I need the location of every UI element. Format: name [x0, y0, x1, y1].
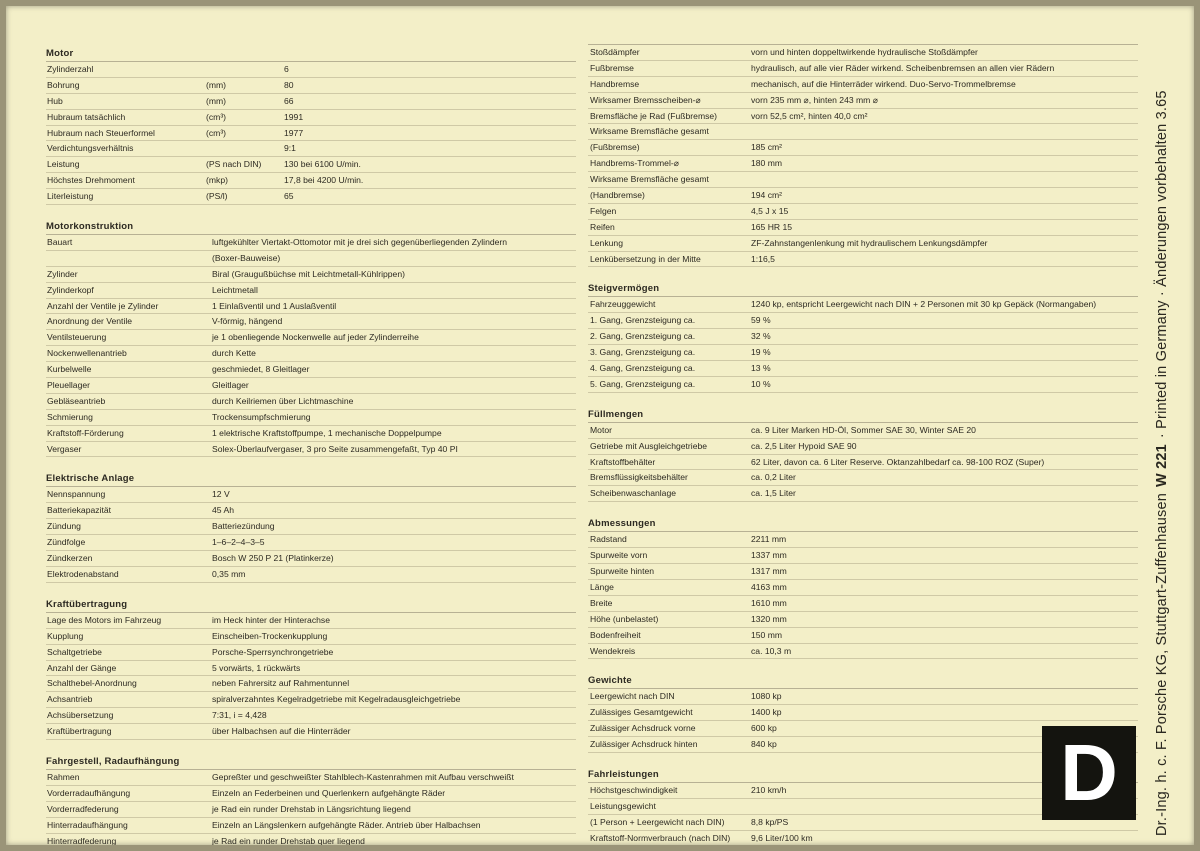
section-title: Motorkonstruktion	[46, 217, 576, 235]
spec-row	[46, 283, 576, 299]
spec-value: 13 %	[751, 363, 771, 374]
spec-row	[46, 503, 576, 519]
spec-unit: (mm)	[206, 95, 227, 106]
spec-value: 65	[284, 191, 294, 202]
spec-unit: (cm³)	[206, 111, 227, 122]
spec-label: Bohrung	[47, 79, 80, 90]
spec-row	[46, 802, 576, 818]
spec-label: Kraftübertragung	[47, 726, 112, 737]
spec-label: Anordnung der Ventile	[47, 316, 133, 327]
spec-row	[588, 61, 1138, 77]
spec-value: 210 km/h	[751, 784, 787, 795]
spec-label: 2. Gang, Grenzsteigung ca.	[590, 331, 696, 342]
spec-row	[46, 551, 576, 567]
spec-label: Spurweite hinten	[590, 566, 655, 577]
spec-row	[588, 329, 1138, 345]
spec-value: 62 Liter, davon ca. 6 Liter Reserve. Oktanzahlbedarf ca. 98-100 ROZ (Super)	[751, 456, 1045, 467]
section-title: Fahrleistungen	[588, 765, 1138, 783]
spec-label: Wendekreis	[590, 645, 636, 656]
spec-label: (1 Person + Leergewicht nach DIN)	[590, 816, 725, 827]
spec-row	[46, 818, 576, 834]
spec-row	[588, 377, 1138, 393]
spec-label: Anzahl der Gänge	[47, 662, 117, 673]
spec-label: Kupplung	[47, 630, 84, 641]
spec-row	[588, 172, 1138, 188]
section-kraftubertragung	[46, 595, 576, 740]
left-column	[46, 44, 576, 845]
spec-label: Reifen	[590, 221, 615, 232]
spec-row	[588, 470, 1138, 486]
spec-label: Anzahl der Ventile je Zylinder	[47, 300, 159, 311]
spec-row	[588, 532, 1138, 548]
spec-value: 1240 kp, entspricht Leergewicht nach DIN + 2 Personen mit 30 kp Gepäck (Normangaben)	[751, 299, 1097, 310]
model-code: W 221	[1154, 444, 1170, 487]
spec-value: 1:16,5	[751, 253, 775, 264]
section-title: Fahrgestell, Radaufhängung	[46, 752, 576, 770]
spec-row	[46, 629, 576, 645]
spec-label: Hubraum nach Steuerformel	[47, 127, 155, 138]
spec-value: 9,6 Liter/100 km	[751, 832, 813, 843]
spec-row	[588, 77, 1138, 93]
spec-label: Höchstes Drehmoment	[47, 175, 135, 186]
spec-row	[46, 78, 576, 94]
spec-row	[588, 612, 1138, 628]
spec-label: Getriebe mit Ausgleichgetriebe	[590, 440, 708, 451]
spec-value: Batteriezündung	[212, 521, 275, 532]
spec-value: Porsche-Sperrsynchrongetriebe	[212, 646, 334, 657]
spec-value: 17,8 bei 4200 U/min.	[284, 175, 364, 186]
spec-value: (Boxer-Bauweise)	[212, 252, 281, 263]
spec-row	[46, 724, 576, 740]
spec-value: 165 HR 15	[751, 221, 793, 232]
spec-value: Solex-Überlaufvergaser, 3 pro Seite zusammengefaßt, Typ 40 PI	[212, 443, 458, 454]
spec-label: Batteriekapazität	[47, 505, 112, 516]
spec-value: 6	[284, 64, 289, 74]
spec-label: Bremsfläche je Rad (Fußbremse)	[590, 110, 718, 121]
spec-value: 1610 mm	[751, 597, 787, 608]
spec-value: 1 Einlaßventil und 1 Auslaßventil	[212, 300, 337, 311]
spec-label: Zylinderzahl	[47, 64, 94, 74]
spec-value: vorn 235 mm ⌀, hinten 243 mm ⌀	[751, 94, 878, 105]
spec-row	[588, 689, 1138, 705]
spec-value: 5 vorwärts, 1 rückwärts	[212, 662, 301, 673]
spec-unit: (PS/l)	[206, 191, 228, 202]
spec-row	[46, 519, 576, 535]
spec-value: 1320 mm	[751, 613, 787, 624]
spec-row	[588, 644, 1138, 660]
spec-row	[46, 394, 576, 410]
spec-label: Schmierung	[47, 411, 93, 422]
spec-value: 7:31, i = 4,428	[212, 710, 267, 721]
spec-value: 4,5 J x 15	[751, 205, 789, 216]
spec-label: (Fußbremse)	[590, 142, 640, 153]
spec-row	[588, 455, 1138, 471]
spec-label: Zylinder	[47, 268, 78, 279]
spec-label: Bremsflüssigkeitsbehälter	[590, 472, 688, 483]
spec-label: Breite	[590, 597, 613, 608]
spec-value: ZF-Zahnstangenlenkung mit hydraulischem Lenkungsdämpfer	[751, 237, 988, 248]
spec-row	[46, 62, 576, 78]
spec-label: Ventilsteuerung	[47, 332, 107, 343]
spec-row	[46, 834, 576, 845]
print-note: · Printed in Germany · Änderungen vorbehalten 3.65	[1154, 90, 1170, 439]
section-abmessungen	[588, 514, 1138, 659]
spec-row	[46, 267, 576, 283]
spec-row	[588, 580, 1138, 596]
spec-label: Gebläseantrieb	[47, 395, 106, 406]
spec-label: (Handbremse)	[590, 190, 645, 201]
spec-value: V-förmig, hängend	[212, 316, 283, 327]
spec-row	[588, 93, 1138, 109]
section-motorkonstruktion	[46, 217, 576, 457]
spec-label: Fahrzeuggewicht	[590, 299, 656, 310]
spec-value: 12 V	[212, 489, 230, 500]
spec-label: Radstand	[590, 534, 627, 545]
spec-row	[588, 156, 1138, 172]
spec-value: ca. 9 Liter Marken HD-Öl, Sommer SAE 30, Winter SAE 20	[751, 424, 976, 435]
spec-row	[588, 313, 1138, 329]
spec-row	[46, 362, 576, 378]
spec-row	[46, 426, 576, 442]
spec-sheet	[6, 6, 1194, 845]
spec-value: 1317 mm	[751, 566, 787, 577]
spec-row	[588, 236, 1138, 252]
spec-row	[588, 140, 1138, 156]
spec-value: ca. 1,5 Liter	[751, 488, 796, 499]
spec-label: Vorderradfederung	[47, 803, 119, 814]
spec-label: Hinterradaufhängung	[47, 819, 128, 830]
spec-label: Vorderradaufhängung	[47, 787, 131, 798]
spec-row	[46, 786, 576, 802]
spec-label: Handbrems-Trommel-⌀	[590, 158, 679, 169]
spec-label: Hubraum tatsächlich	[47, 111, 126, 122]
spec-value: vorn und hinten doppeltwirkende hydraulische Stoßdämpfer	[751, 47, 978, 57]
spec-label: Schaltgetriebe	[47, 646, 102, 657]
spec-row	[46, 567, 576, 583]
spec-row	[46, 189, 576, 205]
section-fullmengen	[588, 405, 1138, 502]
section-fahrgestell-radaufhangung	[46, 752, 576, 845]
spec-value: Biral (Graugußbüchse mit Leichtmetall-Kühlrippen)	[212, 268, 405, 279]
section-title: Kraftübertragung	[46, 595, 576, 613]
spec-value: 1080 kp	[751, 691, 782, 702]
spec-row	[588, 45, 1138, 61]
spec-label: Nennspannung	[47, 489, 106, 500]
section-title: Abmessungen	[588, 514, 1138, 532]
spec-value: 194 cm²	[751, 190, 783, 201]
spec-value: 1–6–2–4–3–5	[212, 537, 265, 548]
spec-label: Stoßdämpfer	[590, 47, 640, 57]
spec-value: Trockensumpfschmierung	[212, 411, 311, 422]
spec-row	[46, 126, 576, 142]
spec-value: 1400 kp	[751, 707, 782, 718]
spec-value: 80	[284, 79, 294, 90]
spec-row	[46, 487, 576, 503]
spec-value: Leichtmetall	[212, 284, 258, 295]
spec-label: Höhe (unbelastet)	[590, 613, 659, 624]
spec-row	[46, 314, 576, 330]
spec-value: 4163 mm	[751, 581, 787, 592]
spec-value: 130 bei 6100 U/min.	[284, 159, 361, 170]
spec-label: Nockenwellenantrieb	[47, 348, 127, 359]
spec-label: Kraftstoff-Förderung	[47, 427, 124, 438]
spec-row	[588, 220, 1138, 236]
spec-row	[46, 251, 576, 267]
spec-row	[588, 423, 1138, 439]
spec-label: Wirksamer Bremsscheiben-⌀	[590, 94, 701, 105]
spec-row	[588, 705, 1138, 721]
section-continued	[588, 44, 1138, 267]
spec-row	[588, 548, 1138, 564]
spec-label: Zulässiges Gesamtgewicht	[590, 707, 693, 718]
spec-value: 840 kp	[751, 739, 777, 750]
spec-value: je Rad ein runder Drehstab in Längsrichtung liegend	[212, 803, 411, 814]
spec-label: Hub	[47, 95, 63, 106]
spec-label: Zulässiger Achsdruck vorne	[590, 723, 696, 734]
spec-value: hydraulisch, auf alle vier Räder wirkend. Scheibenbremsen an allen vier Rädern	[751, 62, 1055, 73]
spec-label: Felgen	[590, 205, 617, 216]
spec-label: Elektrodenabstand	[47, 568, 119, 579]
section-motor	[46, 44, 576, 205]
spec-label: 4. Gang, Grenzsteigung ca.	[590, 363, 696, 374]
spec-label: Zündfolge	[47, 537, 86, 548]
spec-value: neben Fahrersitz auf Rahmentunnel	[212, 678, 350, 689]
spec-label: Kraftstoffbehälter	[590, 456, 656, 467]
spec-value: Bosch W 250 P 21 (Platinkerze)	[212, 553, 334, 564]
spec-label: Zylinderkopf	[47, 284, 94, 295]
spec-row	[588, 439, 1138, 455]
spec-row	[46, 141, 576, 157]
spec-label: Leergewicht nach DIN	[590, 691, 675, 702]
spec-row	[46, 613, 576, 629]
spec-value: 150 mm	[751, 629, 783, 640]
spec-value: durch Kette	[212, 348, 256, 359]
spec-value: 59 %	[751, 315, 771, 326]
spec-label: Fußbremse	[590, 62, 634, 73]
spec-row	[46, 299, 576, 315]
spec-row	[46, 94, 576, 110]
spec-value: je Rad ein runder Drehstab quer liegend	[212, 835, 365, 845]
spec-label: Wirksame Bremsfläche gesamt	[590, 174, 709, 185]
country-badge: D	[1042, 726, 1136, 820]
spec-value: 2211 mm	[751, 534, 787, 545]
spec-value: 185 cm²	[751, 142, 783, 153]
spec-label: 5. Gang, Grenzsteigung ca.	[590, 378, 696, 389]
spec-value: vorn 52,5 cm², hinten 40,0 cm²	[751, 110, 868, 121]
spec-row	[46, 110, 576, 126]
spec-row	[46, 378, 576, 394]
spec-label: 3. Gang, Grenzsteigung ca.	[590, 347, 696, 358]
spec-row	[588, 831, 1138, 845]
spec-row	[46, 346, 576, 362]
spec-value: 1991	[284, 111, 304, 122]
spec-value: Gleitlager	[212, 380, 249, 391]
spec-label: Zulässiger Achsdruck hinten	[590, 739, 698, 750]
section-title: Steigvermögen	[588, 279, 1138, 297]
section-title: Motor	[46, 44, 576, 62]
spec-value: 9:1	[284, 143, 296, 154]
spec-row	[588, 564, 1138, 580]
spec-label: Rahmen	[47, 771, 80, 782]
spec-label: Achsübersetzung	[47, 710, 114, 721]
spec-value: Gepreßter und geschweißter Stahlblech-Kastenrahmen mit Aufbau verschweißt	[212, 771, 514, 782]
spec-row	[588, 628, 1138, 644]
spec-row	[46, 173, 576, 189]
spec-value: ca. 2,5 Liter Hypoid SAE 90	[751, 440, 857, 451]
spec-value: Einzeln an Federbeinen und Querlenkern aufgehängte Räder	[212, 787, 446, 798]
spec-value: 1337 mm	[751, 550, 787, 561]
spec-label: Scheibenwaschanlage	[590, 488, 677, 499]
spec-value: mechanisch, auf die Hinterräder wirkend. Duo-Servo-Trommelbremse	[751, 78, 1016, 89]
spec-value: 1 elektrische Kraftstoffpumpe, 1 mechanische Doppelpumpe	[212, 427, 442, 438]
spec-value: 180 mm	[751, 158, 783, 169]
spec-label: Bodenfreiheit	[590, 629, 641, 640]
spec-label: Lenkung	[590, 237, 623, 248]
spec-label: Spurweite vorn	[590, 550, 648, 561]
spec-row	[46, 708, 576, 724]
spec-value: im Heck hinter der Hinterachse	[212, 614, 330, 625]
right-column	[588, 44, 1138, 845]
spec-label: Leistung	[47, 159, 80, 170]
section-title: Füllmengen	[588, 405, 1138, 423]
publisher-text: Dr.-Ing. h. c. F. Porsche KG, Stuttgart-Zuffenhausen	[1154, 493, 1170, 836]
spec-value: 1977	[284, 127, 304, 138]
spec-value: ca. 10,3 m	[751, 645, 792, 656]
spec-row	[588, 345, 1138, 361]
spec-value: 66	[284, 95, 294, 106]
spec-row	[46, 661, 576, 677]
spec-row	[46, 235, 576, 251]
spec-value: 45 Ah	[212, 505, 234, 516]
spec-label: Zündung	[47, 521, 81, 532]
spec-label: Schalthebel-Anordnung	[47, 678, 137, 689]
side-imprint	[1154, 90, 1170, 836]
spec-value: geschmiedet, 8 Gleitlager	[212, 364, 310, 375]
spec-value: Einzeln an Längslenkern aufgehängte Räder. Antrieb über Halbachsen	[212, 819, 481, 830]
spec-unit: (mm)	[206, 79, 227, 90]
spec-value: 0,35 mm	[212, 568, 246, 579]
spec-row	[46, 535, 576, 551]
spec-label: Motor	[590, 424, 612, 435]
spec-value: 10 %	[751, 378, 771, 389]
spec-label: Zündkerzen	[47, 553, 93, 564]
spec-row	[588, 204, 1138, 220]
spec-unit: (mkp)	[206, 175, 228, 186]
spec-label: Höchstgeschwindigkeit	[590, 784, 678, 795]
spec-unit: (cm³)	[206, 127, 227, 138]
spec-row	[588, 109, 1138, 125]
spec-row	[46, 692, 576, 708]
spec-value: 8,8 kp/PS	[751, 816, 789, 827]
spec-row	[46, 157, 576, 173]
spec-label: Literleistung	[47, 191, 94, 202]
spec-row	[588, 188, 1138, 204]
spec-label: Hinterradfederung	[47, 835, 117, 845]
spec-row	[46, 676, 576, 692]
section-elektrische-anlage	[46, 469, 576, 582]
spec-row	[46, 410, 576, 426]
spec-value: spiralverzahntes Kegelradgetriebe mit Kegelradausgleichgetriebe	[212, 694, 461, 705]
spec-label: Lage des Motors im Fahrzeug	[47, 614, 162, 625]
spec-value: 32 %	[751, 331, 771, 342]
spec-label: Handbremse	[590, 78, 640, 89]
spec-label: Kraftstoff-Normverbrauch (nach DIN)	[590, 832, 731, 843]
spec-row	[588, 361, 1138, 377]
spec-label: Kurbelwelle	[47, 364, 92, 375]
spec-row	[588, 486, 1138, 502]
spec-label: Pleuellager	[47, 380, 90, 391]
spec-row	[46, 770, 576, 786]
spec-label: 1. Gang, Grenzsteigung ca.	[590, 315, 696, 326]
spec-label: Wirksame Bremsfläche gesamt	[590, 126, 709, 137]
spec-value: luftgekühlter Viertakt-Ottomotor mit je drei sich gegenüberliegenden Zylindern	[212, 237, 508, 248]
spec-label: Vergaser	[47, 443, 82, 454]
spec-row	[588, 297, 1138, 313]
spec-value: ca. 0,2 Liter	[751, 472, 796, 483]
spec-value: 19 %	[751, 347, 771, 358]
spec-row	[46, 330, 576, 346]
spec-row	[46, 645, 576, 661]
spec-label: Leistungsgewicht	[590, 800, 656, 811]
spec-label: Lenkübersetzung in der Mitte	[590, 253, 701, 264]
spec-label: Länge	[590, 581, 614, 592]
spec-value: je 1 obenliegende Nockenwelle auf jeder Zylinderreihe	[212, 332, 419, 343]
section-title: Elektrische Anlage	[46, 469, 576, 487]
section-title: Gewichte	[588, 671, 1138, 689]
spec-label: Achsantrieb	[47, 694, 93, 705]
spec-value: durch Keilriemen über Lichtmaschine	[212, 395, 354, 406]
spec-unit: (PS nach DIN)	[206, 159, 262, 170]
spec-value: Einscheiben-Trockenkupplung	[212, 630, 328, 641]
spec-value: 600 kp	[751, 723, 777, 734]
spec-row	[588, 596, 1138, 612]
spec-row	[46, 442, 576, 458]
section-steigvermogen	[588, 279, 1138, 392]
spec-label: Bauart	[47, 237, 73, 248]
spec-value: über Halbachsen auf die Hinterräder	[212, 726, 351, 737]
spec-row	[588, 252, 1138, 268]
spec-row	[588, 124, 1138, 140]
spec-label: Verdichtungsverhältnis	[47, 143, 134, 154]
